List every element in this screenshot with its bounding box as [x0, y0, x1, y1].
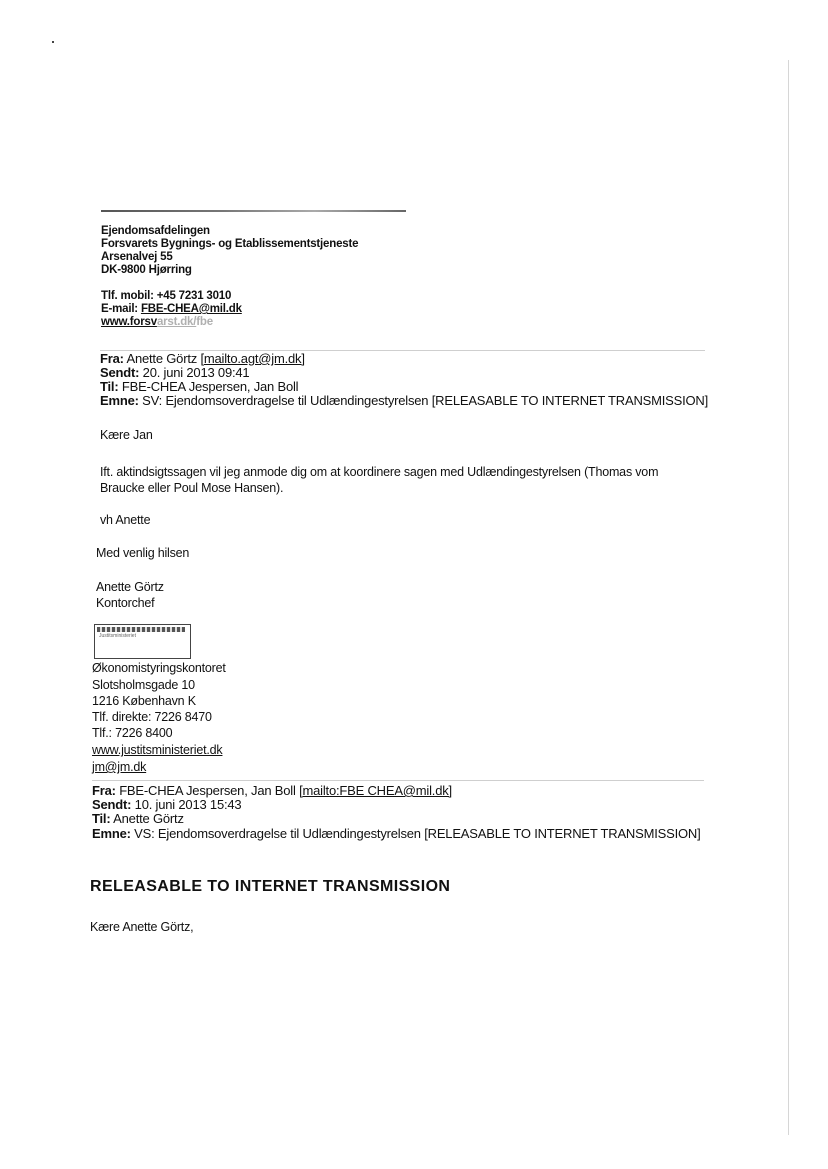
sig-postal: DK-9800 Hjørring	[101, 264, 192, 276]
email1-phone-main: Tlf.: 7226 8400	[92, 726, 173, 740]
email2-from-value: FBE-CHEA Jespersen, Jan Boll	[119, 783, 296, 798]
email1-subject-label: Emne:	[100, 393, 139, 408]
email1-from-link[interactable]: [mailto.agt@jm.dk]	[200, 351, 305, 366]
email2-from-label: Fra:	[92, 783, 116, 798]
signature-rule	[101, 210, 406, 212]
email2-subject-label: Emne:	[92, 826, 131, 841]
email1-subject-value: SV: Ejendomsoverdragelse til Udlændingestyrelsen [RELEASABLE TO INTERNET TRANSMISSION]	[142, 393, 709, 408]
email2-sent-label: Sendt:	[92, 797, 132, 812]
email1-sender-title: Kontorchef	[96, 596, 155, 610]
email2-to-line	[92, 811, 184, 826]
email1-sender-name: Anette Görtz	[96, 580, 164, 594]
sig-website-faded[interactable]: arst.dk/	[156, 316, 197, 328]
email2-sent-value: 10. juni 2013 15:43	[134, 797, 242, 812]
email1-signoff: vh Anette	[100, 513, 151, 527]
email1-body-line-2: Braucke eller Poul Mose Hansen).	[100, 481, 284, 495]
logo-lettering: Justitsministeriet	[99, 633, 136, 639]
sig-email-link[interactable]: FBE-CHEA@mil.dk	[140, 303, 242, 315]
email1-street: Slotsholmsgade 10	[92, 678, 195, 692]
sig-department: Ejendomsafdelingen	[101, 225, 210, 237]
sig-email-label: E-mail:	[101, 303, 141, 315]
sig-website-tail: fbe	[196, 316, 213, 328]
email1-to-value: FBE-CHEA Jespersen, Jan Boll	[121, 379, 299, 394]
email1-from-line	[100, 351, 305, 366]
email2-sent-line	[92, 797, 241, 812]
email1-to-label: Til:	[100, 379, 119, 394]
page-edge-line	[788, 60, 789, 1135]
email1-to-line	[100, 379, 298, 394]
email1-subject-line	[100, 393, 708, 408]
email2-greeting: Kære Anette Görtz,	[90, 920, 194, 934]
sig-email-line	[101, 303, 242, 316]
email1-from-value: Anette Görtz	[126, 351, 198, 366]
email2-to-value: Anette Görtz	[113, 811, 184, 826]
email1-sent-label: Sendt:	[100, 365, 140, 380]
email2-subject-value: VS: Ejendomsoverdragelse til Udlændingestyrelsen [RELEASABLE TO INTERNET TRANSMISSION]	[134, 826, 701, 841]
email2-from-line	[92, 783, 452, 798]
email1-sent-line	[100, 365, 249, 380]
separator-2	[92, 780, 704, 781]
classification-heading: RELEASABLE TO INTERNET TRANSMISSION	[90, 878, 451, 895]
email1-postal: 1216 København K	[92, 694, 196, 708]
email2-from-link[interactable]: [mailto:FBE CHEA@mil.dk]	[299, 783, 452, 798]
email1-email-link[interactable]: jm@jm.dk	[92, 760, 147, 774]
email1-from-label: Fra:	[100, 351, 124, 366]
email1-phone-direct: Tlf. direkte: 7226 8470	[92, 710, 212, 724]
sig-street: Arsenalvej 55	[101, 251, 173, 263]
email2-to-label: Til:	[92, 811, 111, 826]
email1-office: Økonomistyringskontoret	[92, 661, 226, 675]
justitsministeriet-logo	[94, 624, 191, 659]
email1-website-link[interactable]: www.justitsministeriet.dk	[92, 743, 223, 757]
email1-body-line-1: Ift. aktindsigtssagen vil jeg anmode dig om at koordinere sagen med Udlændingestyrelsen (Thomas vom	[100, 465, 659, 479]
sig-website-line[interactable]	[101, 316, 213, 329]
sig-website-visible[interactable]: www.forsv	[101, 316, 157, 328]
email1-greeting: Kære Jan	[100, 428, 153, 442]
sig-organization: Forsvarets Bygnings- og Etablissementstjeneste	[101, 238, 359, 250]
logo-strip	[97, 627, 185, 632]
scan-speck	[52, 41, 54, 43]
email1-sent-value: 20. juni 2013 09:41	[142, 365, 250, 380]
email2-subject-line	[92, 826, 701, 841]
sig-phone: Tlf. mobil: +45 7231 3010	[101, 290, 232, 302]
email1-closing: Med venlig hilsen	[96, 546, 190, 560]
